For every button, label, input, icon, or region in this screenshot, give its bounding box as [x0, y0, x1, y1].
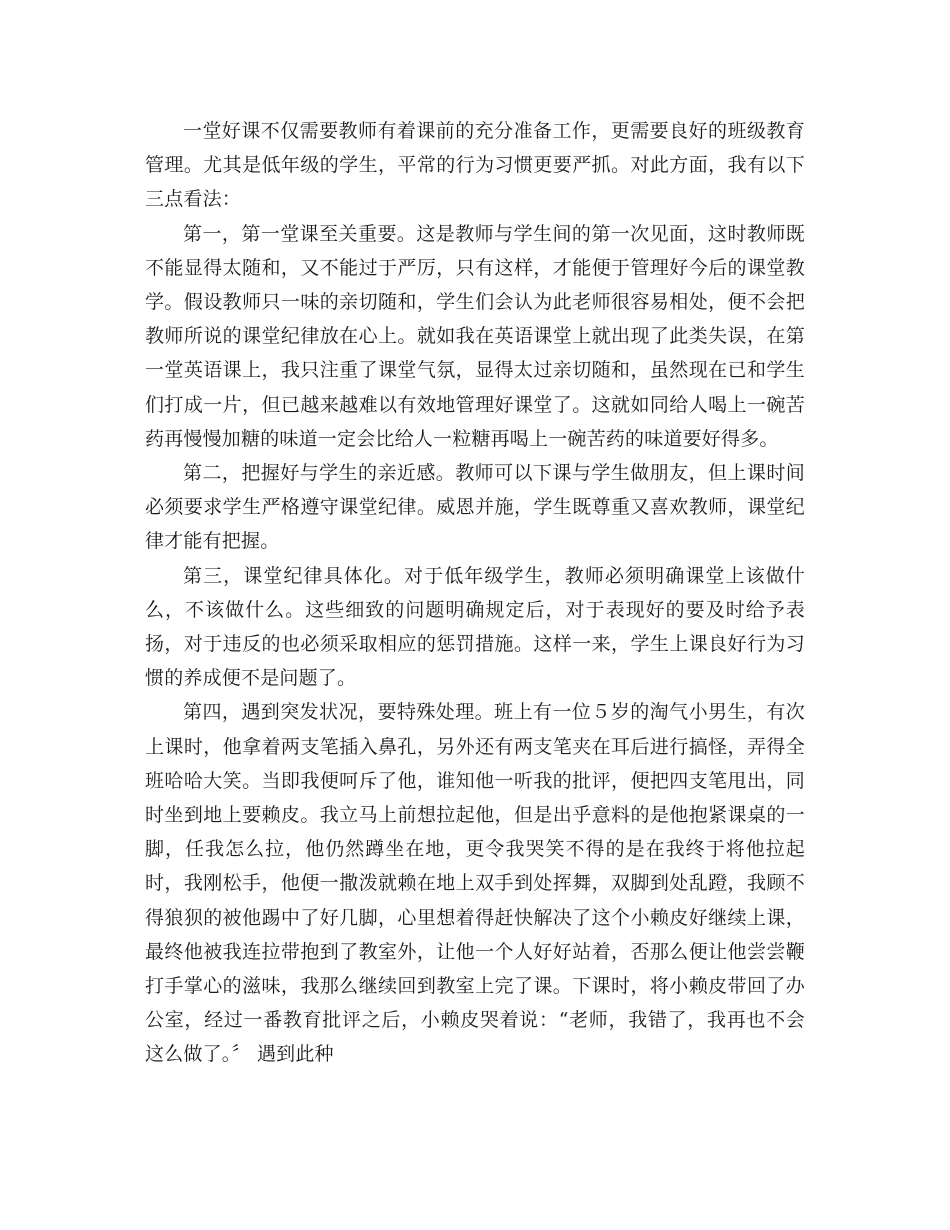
paragraph-point-two: 第二，把握好与学生的亲近感。教师可以下课与学生做朋友，但上课时间必须要求学生严格遵守课堂纪律。威恩并施，学生既尊重又喜欢教师，课堂纪律才能有把握。 — [145, 462, 805, 553]
paragraph-point-one: 第一，第一堂课至关重要。这是教师与学生间的第一次见面，这时教师既不能显得太随和，又不能过于严厉，只有这样，才能便于管理好今后的课堂教学。假设教师只一味的亲切随和，学生们会认为此老师很容易相处，便不会把教师所说的课堂纪律放在心上。就如我在英语课堂上就出现了此类失误，在第一堂英语课上，我只注重了课堂气氛，显得太过亲切随和，虽然现在已和学生们打成一片，但已越来越难以有效地管理好课堂了。这就如同给人喝上一碗苦药再慢慢加糖的味道一定会比给人一粒糖再喝上一碗苦药的味道要好得多。 — [145, 222, 805, 450]
document-body — [145, 114, 805, 1072]
paragraph-point-three: 第三，课堂纪律具体化。对于低年级学生，教师必须明确课堂上该做什么，不该做什么。这些细致的问题明确规定后，对于表现好的要及时给予表扬，对于违反的也必须采取相应的惩罚措施。这样一来，学生上课良好行为习惯的养成便不是问题了。 — [145, 564, 805, 690]
paragraph-intro: 一堂好课不仅需要教师有着课前的充分准备工作，更需要良好的班级教育管理。尤其是低年级的学生，平常的行为习惯更要严抓。对此方面，我有以下三点看法： — [145, 120, 805, 211]
paragraph-point-four: 第四，遇到突发状况，要特殊处理。班上有一位５岁的淘气小男生，有次上课时，他拿着两支笔插入鼻孔，另外还有两支笔夹在耳后进行搞怪，弄得全班哈哈大笑。当即我便呵斥了他，谁知他一听我的批评，便把四支笔甩出，同时坐到地上要赖皮。我立马上前想拉起他，但是出乎意料的是他抱紧课桌的一脚，任我怎么拉，他仍然蹲坐在地，更令我哭笑不得的是在我终于将他拉起时，我刚松手，他便一撒泼就赖在地上双手到处挥舞，双脚到处乱蹬，我顾不得狼狈的被他踢中了好几脚，心里想着得赶快解决了这个小赖皮好继续上课，最终他被我连拉带抱到了教室外，让他一个人好好站着，否那么便让他尝尝鞭打手掌心的滋味，我那么继续回到教室上完了课。下课时，将小赖皮带回了办公室，经过一番教育批评之后，小赖皮哭着说：“老师，我错了，我再也不会这么做了。〞 遇到此种 — [145, 701, 805, 1066]
